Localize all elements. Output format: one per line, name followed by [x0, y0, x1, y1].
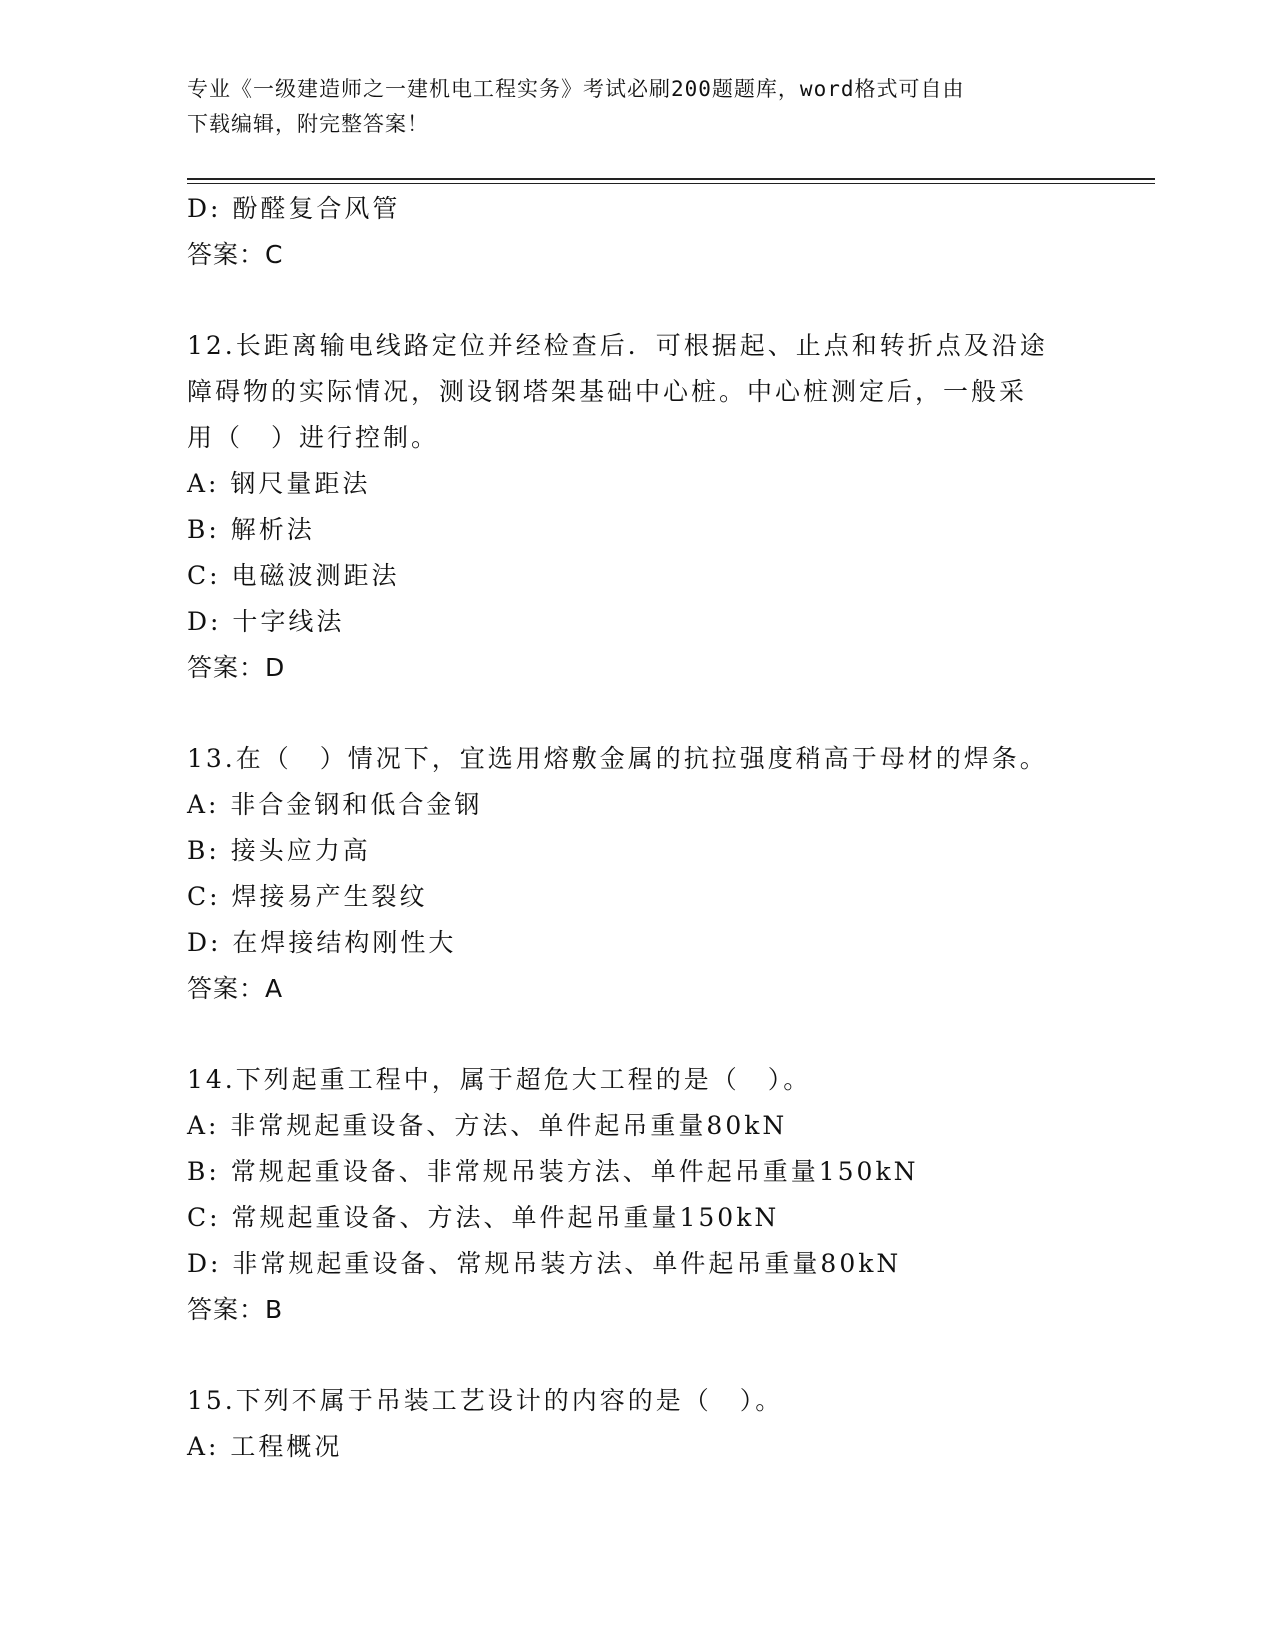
- option-a: A: 非合金钢和低合金钢: [187, 790, 483, 819]
- question-text: 15.下列不属于吊装工艺设计的内容的是（ ）。: [187, 1386, 784, 1415]
- question-text: 障碍物的实际情况，测设钢塔架基础中心桩。中心桩测定后，一般采: [187, 377, 1028, 406]
- option-b: B: 解析法: [187, 515, 315, 544]
- option-d: D: 在焊接结构刚性大: [187, 928, 457, 957]
- question-12: [187, 323, 1087, 691]
- answer-line: 答案：A: [187, 974, 284, 1003]
- question-text: 12.长距离输电线路定位并经检查后．可根据起、止点和转折点及沿途: [187, 331, 1048, 360]
- option-a: A: 非常规起重设备、方法、单件起吊重量80kN: [187, 1111, 788, 1140]
- option-c: C: 电磁波测距法: [187, 561, 400, 590]
- header-line-2: 下载编辑，附完整答案！: [187, 112, 429, 136]
- answer-line: 答案：C: [187, 240, 284, 269]
- answer-line: 答案：D: [187, 653, 286, 682]
- option-c: C: 焊接易产生裂纹: [187, 882, 428, 911]
- option-a: A: 工程概况: [187, 1432, 343, 1461]
- option-c: C: 常规起重设备、方法、单件起吊重量150kN: [187, 1203, 780, 1232]
- option-d: D: 非常规起重设备、常规吊装方法、单件起吊重量80kN: [187, 1249, 902, 1278]
- question-text: 13.在（ ）情况下，宜选用熔敷金属的抗拉强度稍高于母材的焊条。: [187, 744, 1048, 773]
- option-d: D: 十字线法: [187, 607, 345, 636]
- option-a: A: 钢尺量距法: [187, 469, 371, 498]
- document-header: [187, 72, 1067, 142]
- question-11-tail: [187, 186, 1087, 278]
- question-text: 14.下列起重工程中，属于超危大工程的是（ ）。: [187, 1065, 812, 1094]
- question-15: [187, 1378, 1087, 1470]
- question-text: 用（ ）进行控制。: [187, 423, 440, 452]
- header-divider-thick: [187, 178, 1155, 180]
- header-divider-thin: [187, 183, 1155, 184]
- option-b: B: 常规起重设备、非常规吊装方法、单件起吊重量150kN: [187, 1157, 919, 1186]
- option-b: B: 接头应力高: [187, 836, 371, 865]
- question-14: [187, 1057, 1087, 1333]
- header-line-1: 专业《一级建造师之一建机电工程实务》考试必刷200题题库，word格式可自由: [187, 77, 965, 101]
- question-13: [187, 736, 1087, 1012]
- question-list: [187, 186, 1087, 1470]
- answer-line: 答案：B: [187, 1295, 284, 1324]
- option-d: D: 酚醛复合风管: [187, 194, 401, 223]
